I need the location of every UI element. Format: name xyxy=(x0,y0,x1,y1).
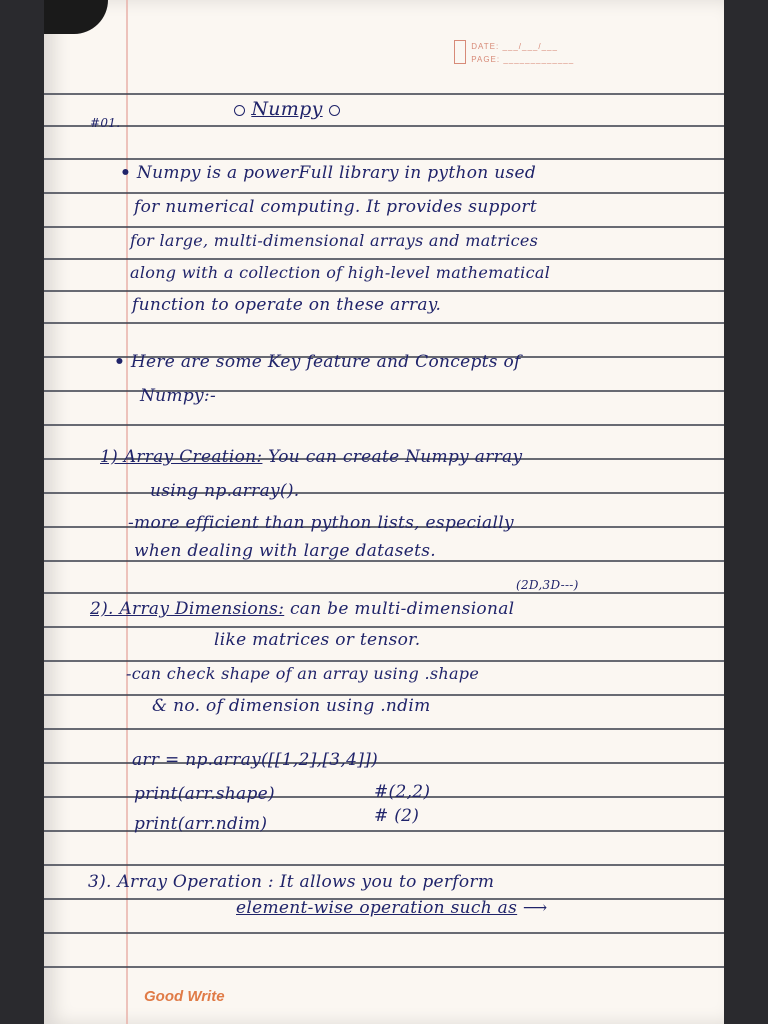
code-line: print(arr.ndim) xyxy=(134,814,268,834)
date-value: ___/___/___ xyxy=(502,42,558,51)
bullet-icon: • xyxy=(114,352,126,372)
circle-icon xyxy=(329,105,340,116)
notebook-logo-icon xyxy=(454,40,466,64)
heading-text: 3). Array Operation : xyxy=(88,872,274,892)
ruled-line xyxy=(44,125,724,127)
note-text: can be multi-dimensional xyxy=(289,599,515,619)
note-text: Numpy is a powerFull library in python used xyxy=(136,163,537,183)
date-page-box xyxy=(454,40,574,66)
note-line: -can check shape of an array using .shape xyxy=(126,664,480,683)
note-line: function to operate on these array. xyxy=(132,295,442,315)
code-comment: # (2) xyxy=(374,806,420,826)
note-line: & no. of dimension using .ndim xyxy=(152,696,431,716)
date-label: DATE: xyxy=(471,42,500,51)
section-heading xyxy=(88,872,494,892)
note-text: Here are some Key feature and Concepts of xyxy=(130,352,521,372)
note-line: when dealing with large datasets. xyxy=(134,541,436,561)
ruled-line xyxy=(44,290,724,292)
note-line: for numerical computing. It provides support xyxy=(134,197,537,217)
section-heading xyxy=(100,447,522,467)
code-line: print(arr.shape) xyxy=(134,784,275,804)
circle-icon xyxy=(234,105,245,116)
ruled-line xyxy=(44,864,724,866)
page-label: PAGE: xyxy=(471,55,501,64)
heading-text: 2). Array Dimensions: xyxy=(90,599,285,619)
page-title xyxy=(234,98,340,120)
code-comment: #(2,2) xyxy=(374,782,431,802)
section-heading xyxy=(90,599,514,619)
ruled-line xyxy=(44,492,724,494)
page-value: _____________ xyxy=(503,55,575,64)
ruled-line xyxy=(44,226,724,228)
ruled-line xyxy=(44,966,724,968)
ruled-line xyxy=(44,158,724,160)
note-line xyxy=(120,163,536,183)
notebook-page xyxy=(44,0,724,1024)
note-text: You can create Numpy array xyxy=(268,447,523,467)
ruled-line xyxy=(44,728,724,730)
ruled-line xyxy=(44,626,724,628)
arrow-right-icon: ⟶ xyxy=(522,898,548,918)
heading-text: 1) Array Creation: xyxy=(100,447,263,467)
notebook-brand: Good Write xyxy=(144,988,225,1005)
ruled-line xyxy=(44,93,724,95)
ruled-line xyxy=(44,592,724,594)
margin-mark: #01. xyxy=(90,116,121,130)
note-line: -more efficient than python lists, especially xyxy=(128,513,514,533)
note-line: Numpy:- xyxy=(140,386,217,406)
ruled-line xyxy=(44,932,724,934)
ruled-line xyxy=(44,660,724,662)
ruled-line xyxy=(44,258,724,260)
note-line xyxy=(114,352,521,372)
bullet-icon: • xyxy=(120,163,132,183)
note-text: It allows you to perform xyxy=(279,872,495,892)
note-line xyxy=(236,898,548,918)
ruled-line xyxy=(44,322,724,324)
note-line: along with a collection of high-level mathematical xyxy=(130,263,551,282)
ruled-line xyxy=(44,192,724,194)
margin-line xyxy=(126,0,128,1024)
code-line: arr = np.array([[1,2],[3,4]]) xyxy=(132,750,379,770)
note-text: element-wise operation such as xyxy=(236,898,518,918)
ruled-line xyxy=(44,424,724,426)
note-line: like matrices or tensor. xyxy=(214,630,421,650)
note-line: using np.array(). xyxy=(150,481,300,501)
page-title-text: Numpy xyxy=(251,98,323,120)
note-annotation: (2D,3D---) xyxy=(516,578,579,592)
note-line: for large, multi-dimensional arrays and matrices xyxy=(130,231,539,250)
